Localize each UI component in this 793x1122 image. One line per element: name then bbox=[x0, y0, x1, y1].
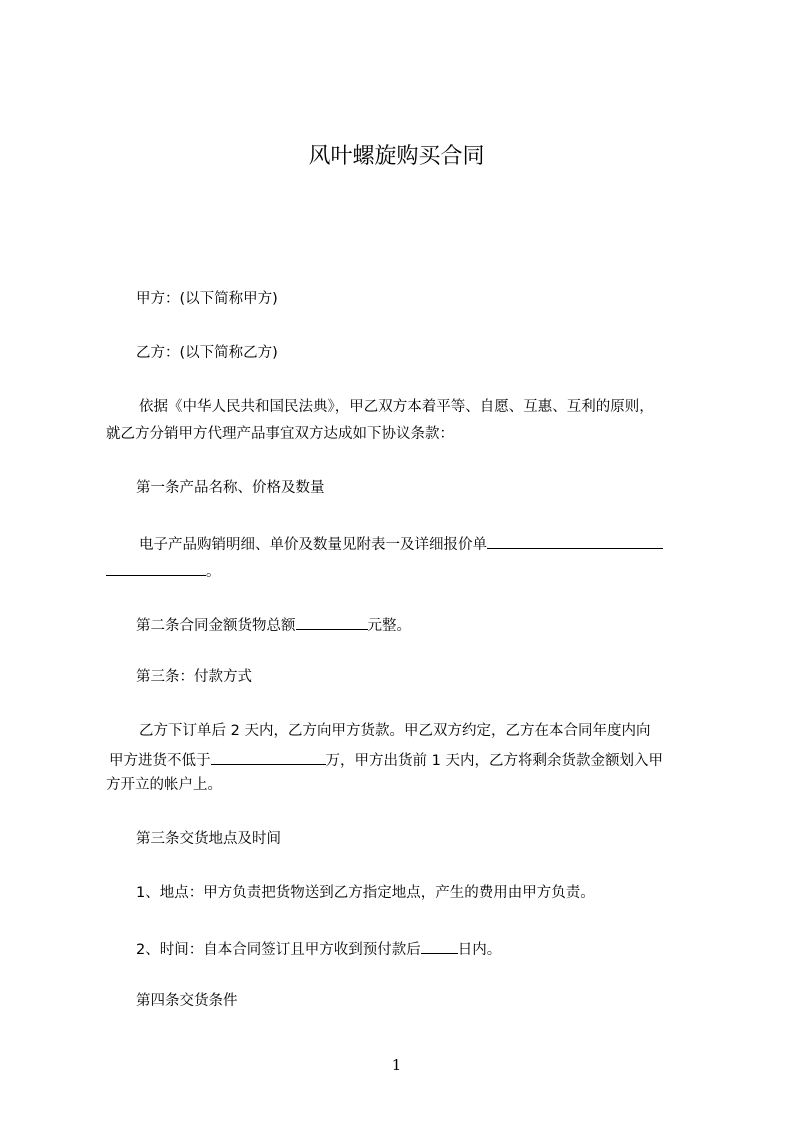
article-3b-item-1: 1、地点：甲方负责把货物送到乙方指定地点，产生的费用由甲方负责。 bbox=[136, 885, 595, 901]
article-1-text: 电子产品购销明细、单价及数量见附表一及详细报价单 bbox=[139, 537, 487, 553]
article-3b-heading: 第三条交货地点及时间 bbox=[136, 831, 281, 847]
party-b-line: 乙方：(以下简称乙方) bbox=[136, 345, 278, 361]
article-4-heading: 第四条交货条件 bbox=[136, 993, 238, 1009]
article-2-text: 第二条合同金额货物总额 bbox=[136, 618, 296, 634]
article-3b-item-2 bbox=[106, 938, 736, 959]
fill-blank bbox=[296, 614, 368, 630]
page-number: 1 bbox=[391, 1056, 402, 1074]
article-3-line-3: 方开立的帐户上。 bbox=[106, 777, 222, 793]
article-1-text-line-2 bbox=[106, 560, 706, 581]
party-a-line: 甲方：(以下简称甲方) bbox=[136, 291, 278, 307]
article-3-line-2-prefix: 甲方进货不低于 bbox=[109, 753, 211, 769]
fill-blank bbox=[421, 938, 458, 954]
article-2-line bbox=[106, 614, 736, 635]
article-3-line-2 bbox=[106, 749, 709, 770]
article-3-heading: 第三条：付款方式 bbox=[136, 669, 252, 685]
article-2-suffix: 元整。 bbox=[367, 618, 411, 634]
fill-blank bbox=[211, 749, 326, 765]
document-title: 风叶螺旋购买合同 bbox=[308, 144, 485, 169]
fill-blank bbox=[106, 560, 206, 576]
article-3b-item-2-suffix: 日内。 bbox=[457, 942, 502, 958]
article-1-heading: 第一条产品名称、价格及数量 bbox=[136, 480, 325, 496]
article-3-line-2-suffix: 万，甲方出货前 1 天内，乙方将剩余货款金额划入甲 bbox=[325, 753, 663, 769]
preamble-line-2: 就乙方分销甲方代理产品事宜双方达成如下协议条款： bbox=[106, 426, 454, 442]
article-3-line-1: 乙方下订单后 2 天内，乙方向甲方货款。甲乙双方约定，乙方在本合同年度内向 bbox=[139, 723, 651, 739]
preamble-line-1: 依据《中华人民共和国民法典》，甲乙双方本着平等、自愿、互惠、互利的原则， bbox=[139, 399, 654, 415]
article-1-end: 。 bbox=[206, 564, 221, 580]
fill-blank bbox=[487, 533, 663, 549]
article-3b-item-2-prefix: 2、时间：自本合同签订且甲方收到预付款后 bbox=[136, 942, 421, 958]
article-1-text-line-1 bbox=[106, 533, 739, 554]
